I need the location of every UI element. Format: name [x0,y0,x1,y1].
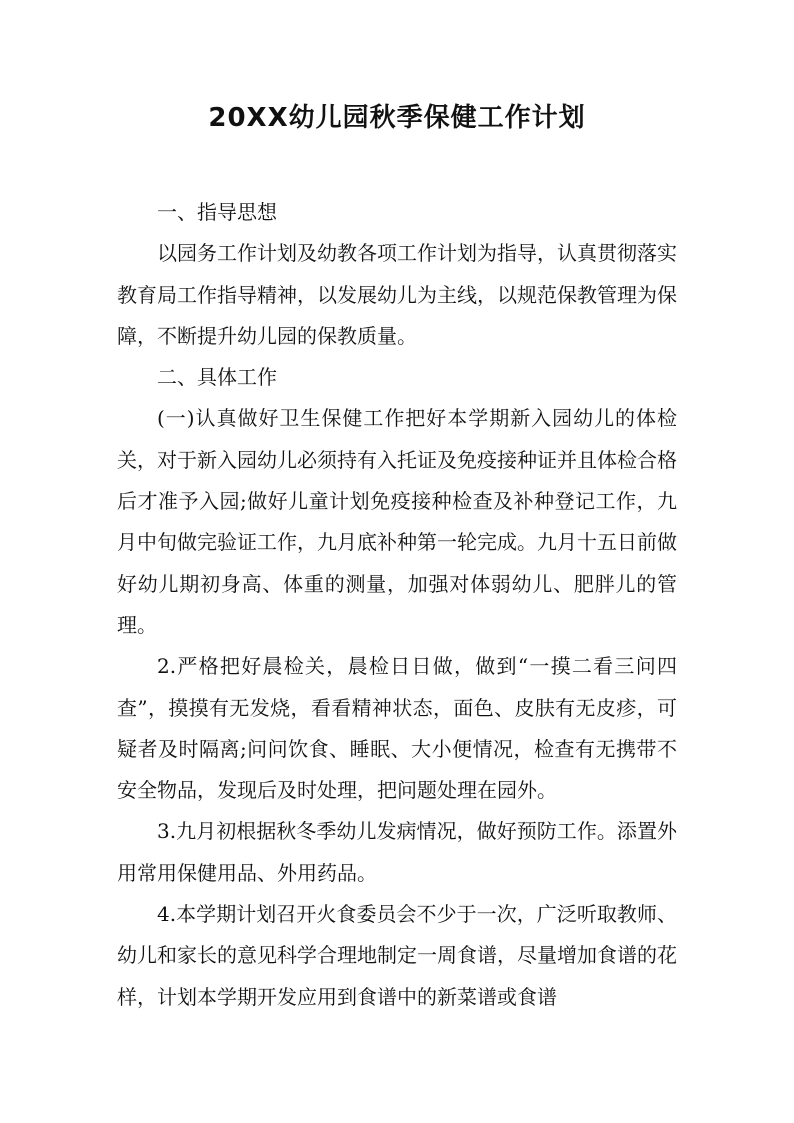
document-title: 20XX幼儿园秋季保健工作计划 [208,103,586,133]
paragraph-guiding: 以园务工作计划及幼教各项工作计划为指导，认真贯彻落实教育局工作指导精神，以发展幼儿为主线，以规范保教管理为保障，不断提升幼儿园的保教质量。 [117,241,677,348]
paragraph-item-2: 2.严格把好晨检关，晨检日日做，做到“一摸二看三问四查”，摸摸有无发烧，看看精神状态，面色、皮肤有无皮疹，可疑者及时隔离;问问饮食、睡眠、大小便情况，检查有无携带不安全物品，发现后及时处理，把问题处理在园外。 [117,654,677,803]
document-body [117,192,677,1018]
paragraph-item-4: 4.本学期计划召开火食委员会不少于一次，广泛听取教师、幼儿和家长的意见科学合理地制定一周食谱，尽量增加食谱的花样，计划本学期开发应用到食谱中的新菜谱或食谱 [117,902,677,1009]
paragraph-item-3: 3.九月初根据秋冬季幼儿发病情况，做好预防工作。添置外用常用保健用品、外用药品。 [117,819,677,885]
section-heading-work: 二、具体工作 [157,365,277,390]
section-heading-guiding: 一、指导思想 [157,200,277,224]
paragraph-item-1: (一)认真做好卫生保健工作把好本学期新入园幼儿的体检关，对于新入园幼儿必须持有入托证及免疫接种证并且体检合格后才准予入园;做好儿童计划免疫接种检查及补种登记工作，九月中旬做完验证工作，九月底补种第一轮完成。九月十五日前做好幼儿期初身高、体重的测量，加强对体弱幼儿、肥胖儿的管理。 [117,406,677,637]
